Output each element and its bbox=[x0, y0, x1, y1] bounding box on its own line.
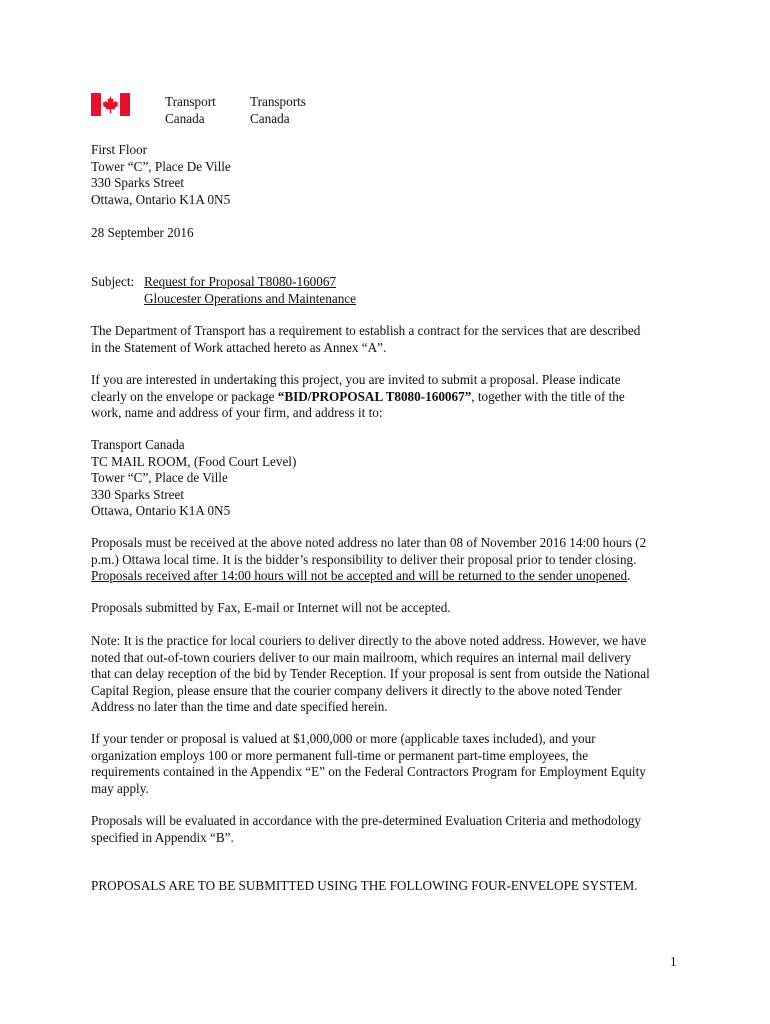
paragraph-line: may apply. bbox=[91, 780, 149, 796]
paragraph-line: requirements contained in the Appendix “E” on the Federal Contractors Program for Employment Equity bbox=[91, 764, 646, 779]
page-number: 1 bbox=[670, 954, 677, 969]
paragraph-evaluation bbox=[91, 813, 691, 846]
address-line: Tower “C”, Place De Ville bbox=[91, 158, 231, 174]
paragraph-deadline bbox=[91, 535, 691, 585]
paragraph-line: Address no later than the time and date specified herein. bbox=[91, 699, 388, 714]
date-text: 28 September 2016 bbox=[91, 225, 194, 240]
dept-en-line: Canada bbox=[165, 111, 205, 126]
address-line: First Floor bbox=[91, 142, 148, 157]
paragraph-text: , together with the title of the bbox=[471, 388, 625, 404]
dept-en-line: Transport bbox=[165, 94, 216, 109]
paragraph-line: work, name and address of your firm, and address it to: bbox=[91, 405, 383, 420]
bid-reference-bold: “BID/PROPOSAL T8080-160067” bbox=[277, 388, 472, 404]
paragraph-line: organization employs 100 or more permanent full-time or permanent part-time employees, the bbox=[91, 747, 589, 763]
department-name-french bbox=[250, 93, 306, 127]
paragraph-submission-instructions bbox=[91, 372, 691, 422]
paragraph-line: in the Statement of Work attached hereto as Annex “A”. bbox=[91, 339, 387, 355]
paragraph-line: If your tender or proposal is valued at $1,000,000 or more (applicable taxes included), and your bbox=[91, 731, 596, 746]
paragraph-line: Proposals must be received at the above noted address no later than 08 of November 2016 14:00 hours (2 bbox=[91, 535, 647, 550]
address-line: 330 Sparks Street bbox=[91, 486, 185, 502]
paragraph-line: that can delay reception of the bid by Tender Reception. If your proposal is sent from outside the National bbox=[91, 666, 650, 681]
subject-line-2: Gloucester Operations and Maintenance bbox=[144, 290, 357, 306]
four-envelope-notice bbox=[91, 878, 691, 895]
subject-block bbox=[91, 274, 691, 307]
paragraph-line: p.m.) Ottawa local time. It is the bidder’s responsibility to deliver their proposal prior to tender closing. bbox=[91, 551, 637, 567]
paragraph-requirement bbox=[91, 323, 691, 356]
paragraph-line: Proposals submitted by Fax, E-mail or Internet will not be accepted. bbox=[91, 600, 451, 615]
address-line: Tower “C”, Place de Ville bbox=[91, 470, 228, 485]
department-name-english bbox=[165, 93, 216, 127]
paragraph-text: . bbox=[627, 568, 631, 583]
paragraph-employment-equity bbox=[91, 731, 691, 797]
address-line: 330 Sparks Street bbox=[91, 175, 185, 190]
paragraph-line: The Department of Transport has a requirement to establish a contract for the services that are described bbox=[91, 323, 641, 338]
paragraph-line: Note: It is the practice for local couriers to deliver directly to the above noted address. However, we have bbox=[91, 633, 647, 648]
tender-address bbox=[91, 437, 691, 520]
sender-address bbox=[91, 142, 691, 208]
paragraph-line: Capital Region, please ensure that the courier company delivers it directly to the above noted Tender bbox=[91, 682, 622, 698]
paragraph-line: noted that out-of-town couriers deliver to our main mailroom, which requires an internal mail delivery bbox=[91, 649, 632, 665]
paragraph-text: clearly on the envelope or package bbox=[91, 388, 278, 404]
dept-fr-line: Transports bbox=[250, 94, 306, 109]
subject-label: Subject: bbox=[91, 274, 135, 289]
address-line: Ottawa, Ontario K1A 0N5 bbox=[91, 503, 231, 518]
letter-date bbox=[91, 225, 691, 242]
paragraph-fax-email bbox=[91, 600, 691, 617]
paragraph-line: Proposals will be evaluated in accordance with the pre-determined Evaluation Criteria and methodology bbox=[91, 813, 642, 828]
closing-line: PROPOSALS ARE TO BE SUBMITTED USING THE FOLLOWING FOUR-ENVELOPE SYSTEM. bbox=[91, 878, 638, 893]
paragraph-courier-note bbox=[91, 633, 691, 716]
subject-line-1: Request for Proposal T8080-160067 bbox=[144, 274, 337, 289]
address-line: Ottawa, Ontario K1A 0N5 bbox=[91, 191, 231, 207]
late-proposal-warning: Proposals received after 14:00 hours will not be accepted and will be returned to the sender unopened bbox=[91, 568, 628, 583]
dept-fr-line: Canada bbox=[250, 111, 290, 126]
canada-flag-icon bbox=[91, 93, 130, 116]
address-line: Transport Canada bbox=[91, 437, 185, 452]
paragraph-line: specified in Appendix “B”. bbox=[91, 829, 234, 845]
paragraph-line: If you are interested in undertaking this project, you are invited to submit a proposal. Please indicate bbox=[91, 372, 621, 387]
address-line: TC MAIL ROOM, (Food Court Level) bbox=[91, 453, 297, 469]
